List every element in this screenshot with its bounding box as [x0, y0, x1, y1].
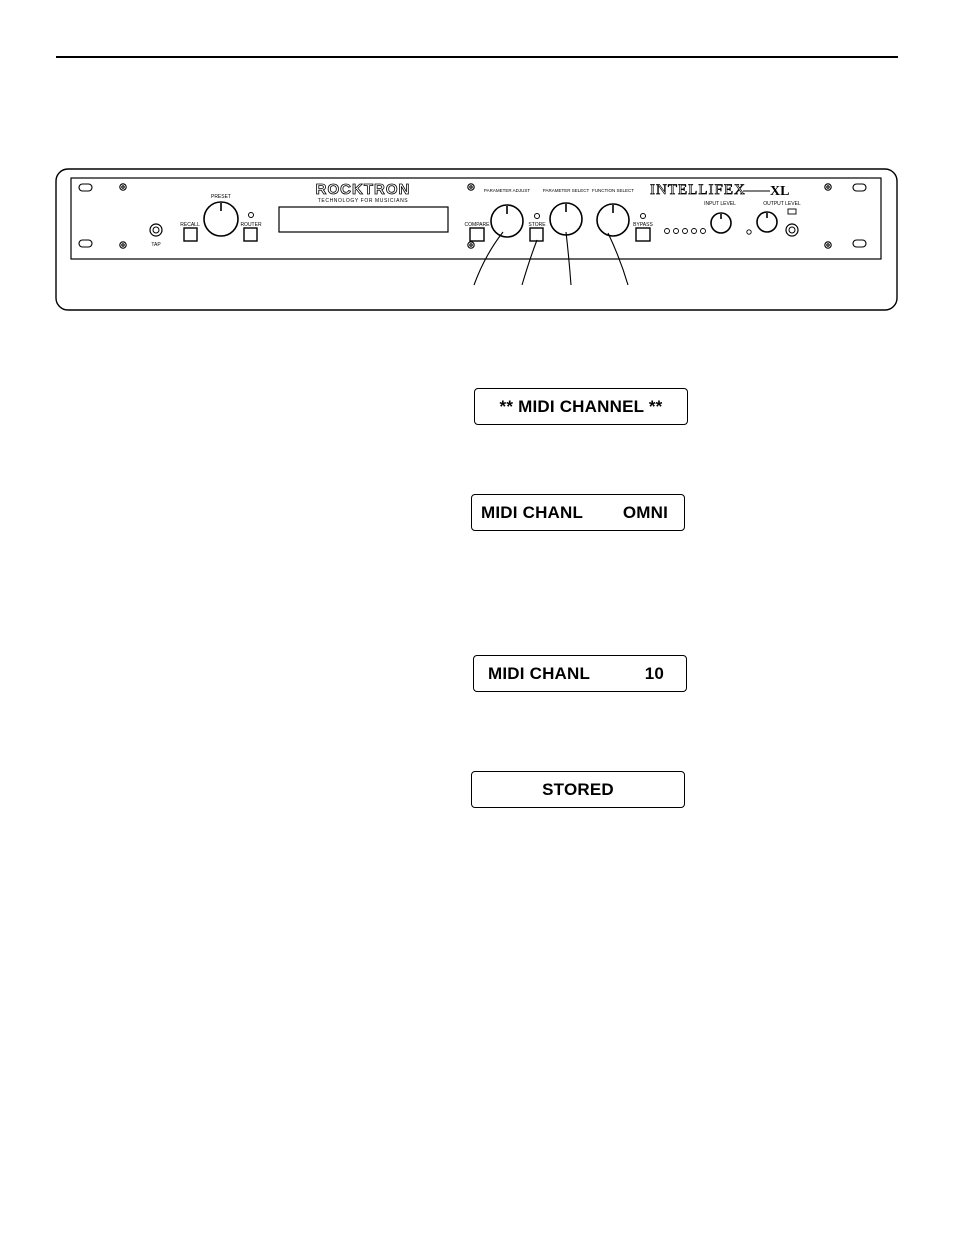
svg-text:COMPARE: COMPARE: [464, 222, 490, 228]
recall-button: [184, 228, 197, 241]
tap-jack-icon: [150, 224, 162, 236]
svg-text:PARAMETER ADJUST: PARAMETER ADJUST: [483, 188, 531, 193]
lcd-display-midi-chanl-omni: [471, 494, 685, 531]
svg-text:XL: XL: [770, 184, 790, 199]
svg-text:FUNCTION SELECT: FUNCTION SELECT: [591, 188, 635, 193]
tap-label: TAP: [151, 242, 161, 248]
rack-face: [71, 178, 881, 259]
svg-text:RECALL: RECALL: [180, 222, 200, 228]
svg-text:STORE: STORE: [528, 222, 546, 228]
lcd-display-midi-chanl-10: [473, 655, 687, 692]
output-jack-icon: [786, 224, 798, 236]
svg-text:PARAMETER SELECT: PARAMETER SELECT: [542, 188, 590, 193]
svg-text:TECHNOLOGY FOR MUSICIANS: TECHNOLOGY FOR MUSICIANS: [317, 198, 409, 204]
lcd-display-stored: [471, 771, 685, 808]
bypass-button: [636, 228, 650, 241]
svg-text:INPUT LEVEL: INPUT LEVEL: [704, 201, 736, 207]
svg-text:PRESET: PRESET: [210, 194, 232, 200]
lcd-display-midi-channel: [474, 388, 688, 425]
lcd-value: 10: [644, 663, 664, 683]
svg-text:ROUTER: ROUTER: [240, 222, 262, 228]
lcd-label: MIDI CHANL: [481, 502, 584, 522]
svg-text:OUTPUT LEVEL: OUTPUT LEVEL: [763, 201, 801, 207]
panel-lcd-window: [279, 207, 448, 232]
input-meter-leds: [665, 229, 706, 234]
lcd-text: STORED: [542, 779, 614, 799]
brand-logo: ROCKTRON: [315, 181, 411, 198]
ramp-button: [244, 228, 257, 241]
store-button: [530, 228, 543, 241]
lcd-text: ** MIDI CHANNEL **: [499, 396, 663, 416]
rack-panel-illustration: [0, 0, 954, 360]
model-logo: INTELLIFEX: [650, 182, 746, 198]
lcd-label: MIDI CHANL: [488, 663, 591, 683]
svg-text:BYPASS: BYPASS: [633, 222, 653, 228]
lcd-value: OMNI: [622, 502, 668, 522]
compare-button: [470, 228, 484, 241]
